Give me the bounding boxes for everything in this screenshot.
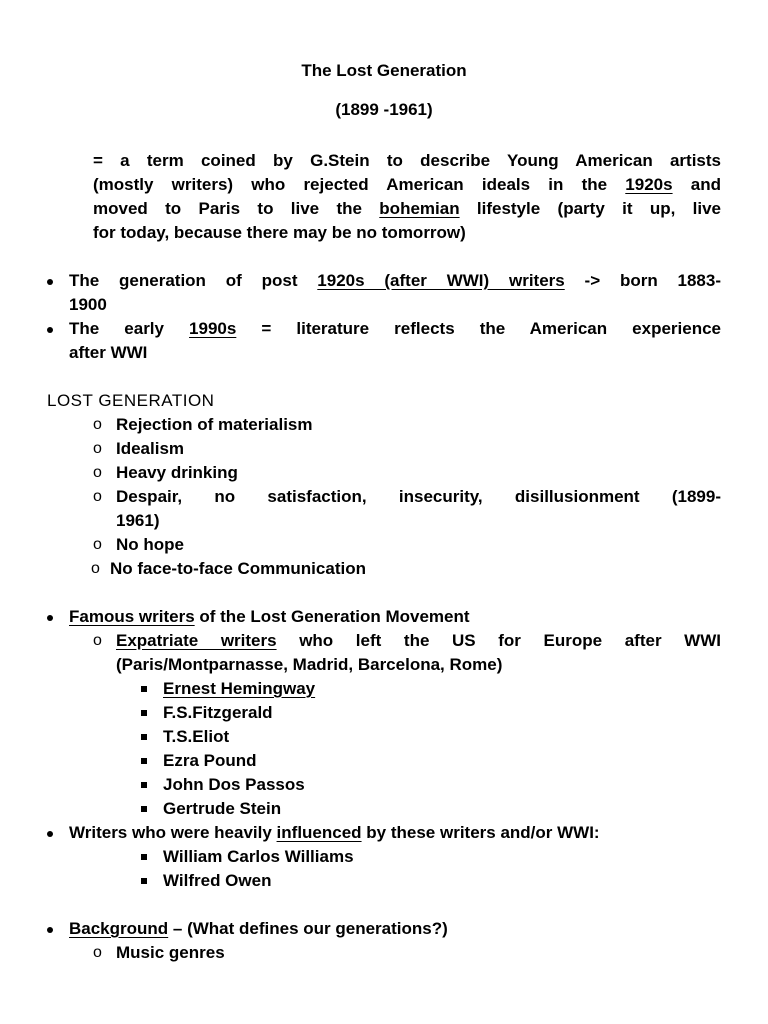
- list-item-materialism: Rejection of materialism: [116, 415, 313, 434]
- circle-bullet-icon: o: [93, 464, 102, 481]
- writer-stein: Gertrude Stein: [163, 799, 282, 818]
- underlined-influenced: influenced: [276, 823, 362, 842]
- bullet-icon: [47, 279, 53, 285]
- definition-line-3: moved to Paris to live the bohemian lifestyle (party it up, live: [93, 199, 722, 218]
- writer-fitzgerald: F.S.Fitzgerald: [163, 703, 273, 722]
- bullet-background: Background – (What defines our generations?): [69, 919, 448, 938]
- definition-line-2: (mostly writers) who rejected American ideals in the 1920s and: [93, 175, 721, 194]
- writer-owen: Wilfred Owen: [163, 871, 272, 890]
- underlined-background: Background: [69, 919, 169, 938]
- section-heading-lost-generation: LOST GENERATION: [47, 391, 215, 410]
- bullet-icon: [47, 615, 53, 621]
- square-bullet-icon: [141, 686, 147, 692]
- bullet-famous-writers: Famous writers of the Lost Generation Movement: [69, 607, 470, 626]
- circle-bullet-icon: o: [93, 536, 102, 553]
- bullet-influenced: Writers who were heavily influenced by these writers and/or WWI:: [69, 823, 600, 842]
- list-item-despair-line-2: 1961): [116, 511, 160, 530]
- expatriate-line-1: Expatriate writers who left the US for Europe after WWI: [116, 631, 721, 650]
- bullet-generation-line-2: 1900: [69, 295, 107, 314]
- list-item-idealism: Idealism: [116, 439, 185, 458]
- square-bullet-icon: [141, 854, 147, 860]
- page-title: The Lost Generation: [301, 61, 467, 80]
- bullet-early-1990s-line-1: The early 1990s = literature reflects the American experience: [69, 319, 721, 338]
- definition-line-1: = a term coined by G.Stein to describe Young American artists: [93, 151, 721, 170]
- underlined-1920s: 1920s: [625, 175, 673, 194]
- year-range: (1899 -1961): [335, 100, 433, 119]
- underlined-1990s: 1990s: [189, 319, 237, 338]
- writer-williams: William Carlos Williams: [163, 847, 354, 866]
- writer-hemingway: Ernest Hemingway: [163, 679, 316, 698]
- writer-dos-passos: John Dos Passos: [163, 775, 305, 794]
- writer-eliot: T.S.Eliot: [163, 727, 230, 746]
- underlined-expatriate-writers: Expatriate writers: [116, 631, 277, 650]
- bullet-early-1990s-line-2: after WWI: [69, 343, 148, 362]
- bullet-icon: [47, 927, 53, 933]
- list-item-no-hope: No hope: [116, 535, 184, 554]
- square-bullet-icon: [141, 878, 147, 884]
- underlined-bohemian: bohemian: [379, 199, 460, 218]
- underlined-1920s-writers: 1920s (after WWI) writers: [317, 271, 565, 290]
- definition-line-4: for today, because there may be no tomorrow): [93, 223, 466, 242]
- circle-bullet-icon: o: [93, 632, 102, 649]
- bullet-icon: [47, 831, 53, 837]
- circle-bullet-icon: o: [93, 416, 102, 433]
- circle-bullet-icon: o: [93, 440, 102, 457]
- list-item-heavy-drinking: Heavy drinking: [116, 463, 238, 482]
- square-bullet-icon: [141, 782, 147, 788]
- circle-bullet-icon: o: [93, 488, 102, 505]
- bullet-icon: [47, 327, 53, 333]
- underlined-famous-writers: Famous writers: [69, 607, 195, 626]
- list-item-despair-line-1: Despair, no satisfaction, insecurity, disillusionment (1899-: [116, 487, 721, 506]
- writer-pound: Ezra Pound: [163, 751, 257, 770]
- list-item-communication: No face-to-face Communication: [110, 559, 366, 578]
- square-bullet-icon: [141, 758, 147, 764]
- circle-bullet-icon: o: [91, 560, 100, 577]
- square-bullet-icon: [141, 734, 147, 740]
- square-bullet-icon: [141, 710, 147, 716]
- list-item-music-genres: Music genres: [116, 943, 225, 962]
- expatriate-line-2: (Paris/Montparnasse, Madrid, Barcelona, Rome): [116, 655, 503, 674]
- circle-bullet-icon: o: [93, 944, 102, 961]
- square-bullet-icon: [141, 806, 147, 812]
- bullet-generation-line-1: The generation of post 1920s (after WWI) writers -> born 1883-: [69, 271, 721, 290]
